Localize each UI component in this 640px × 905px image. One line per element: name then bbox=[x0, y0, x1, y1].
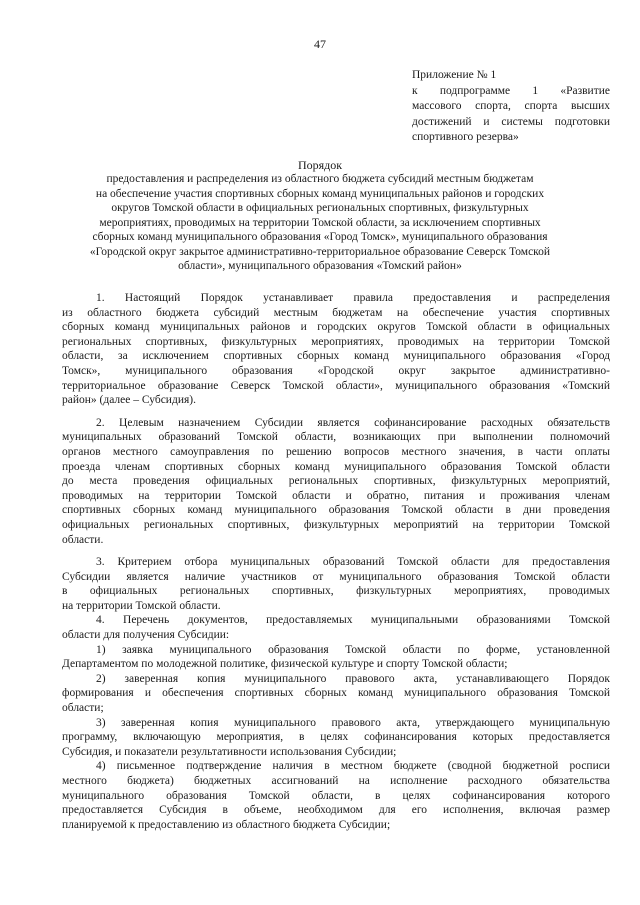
list-item-4 bbox=[62, 759, 610, 832]
text-line: местного бюджета) бюджетных ассигнований на исполнение расходного обязательства bbox=[62, 775, 610, 787]
text-line: 1) заявка муниципального образования Томской области по форме, установленной bbox=[96, 643, 610, 656]
text-line: органов местного самоуправления по решению вопросов местного значения, в части оплаты bbox=[62, 445, 610, 458]
text-line: 1. Настоящий Порядок устанавливает правила предоставления и распределения bbox=[96, 292, 610, 304]
paragraph-2 bbox=[62, 416, 610, 547]
subtitle-line: мероприятиях, проводимых на территории Томской области, за исключением спортивных bbox=[99, 216, 541, 229]
text-line: 3) заверенная копия муниципального правового акта, утверждающего муниципальную bbox=[96, 716, 610, 729]
text-line: области для получения Субсидии: bbox=[62, 629, 230, 642]
paragraph-3 bbox=[62, 555, 610, 613]
subtitle-line: «Городской округ закрытое административно-территориальное образование Северск Томской bbox=[89, 245, 551, 258]
subtitle-line: на обеспечение участия спортивных сборных команд муниципальных районов и городских bbox=[95, 187, 545, 200]
appendix-line: массового спорта, спорта высших bbox=[412, 100, 610, 113]
text-line: Департаментом по молодежной политике, физической культуре и спорту Томской области; bbox=[62, 658, 508, 671]
list-item-3 bbox=[62, 716, 610, 760]
list-item-2 bbox=[62, 672, 610, 716]
text-line: области; bbox=[62, 702, 104, 715]
text-line: территориальное образование Северск Томской области», муниципального образования «Томский bbox=[62, 379, 610, 392]
text-line: официальных региональных спортивных, физкультурных мероприятий на территории Томской bbox=[62, 518, 610, 531]
document-body bbox=[62, 291, 610, 832]
appendix-line: к подпрограмме 1 «Развитие bbox=[412, 84, 610, 97]
text-line: области, за исключением спортивных сборных команд муниципального образования «Город bbox=[62, 350, 610, 363]
text-line: 2. Целевым назначением Субсидии является софинансирование расходных обязательств bbox=[96, 416, 610, 429]
text-line: 3. Критерием отбора муниципальных образований Томской области для предоставления bbox=[96, 556, 610, 569]
text-line: планируемой к предоставлению из областного бюджета Субсидии; bbox=[62, 818, 391, 831]
text-line: проводимых на территории Томской области и обратно, питания и проживания членам bbox=[62, 489, 610, 502]
subtitle-line: предоставления и распределения из областного бюджета субсидий местным бюджетам bbox=[106, 173, 534, 185]
appendix-block bbox=[412, 68, 610, 146]
text-line: район» (далее – Субсидия). bbox=[62, 394, 196, 407]
text-line: 2) заверенная копия муниципального правового акта, устанавливающего Порядок bbox=[96, 672, 610, 685]
text-line: до места проведения официальных региональных спортивных, физкультурных мероприятий, bbox=[62, 475, 610, 488]
text-line: 4. Перечень документов, предоставляемых муниципальными образованиями Томской bbox=[96, 614, 610, 627]
page-number: 47 bbox=[314, 37, 326, 51]
list-item-1 bbox=[62, 643, 610, 672]
paragraph-4 bbox=[62, 613, 610, 642]
subtitle-line: округов Томской области в официальных региональных спортивных, физкультурных bbox=[111, 202, 529, 214]
text-line: на территории Томской области. bbox=[62, 599, 221, 612]
text-line: 4) письменное подтверждение наличия в местном бюджете (сводной бюджетной росписи bbox=[96, 760, 610, 773]
text-line: Субсидия, и показатели результативности использования Субсидии; bbox=[62, 745, 397, 758]
text-line: формирования и обеспечения спортивных сборных команд муниципального образования Томской bbox=[62, 687, 610, 700]
text-line: муниципального образования Томской области, в целях софинансирования которого bbox=[62, 789, 610, 802]
text-line: проезда членам спортивных сборных команд муниципального образования Томской области bbox=[62, 460, 610, 473]
text-line: муниципальных образований Томской области, возникающих при выполнении полномочий bbox=[62, 431, 610, 444]
text-line: региональных спортивных, физкультурных мероприятиях, проводимых на территории Томской bbox=[62, 335, 610, 348]
document-subtitle bbox=[68, 172, 572, 274]
subtitle-line: сборных команд муниципального образования «Город Томск», муниципального образования bbox=[92, 231, 548, 243]
document-title: Порядок bbox=[297, 158, 343, 172]
text-line: спортивных сборных команд муниципального образования Томской области в дни проведения bbox=[62, 504, 610, 517]
text-line: области. bbox=[62, 533, 104, 546]
appendix-line: достижений и системы подготовки bbox=[412, 115, 610, 128]
text-line: Томск», муниципального образования «Городской округ закрытое административно- bbox=[62, 364, 610, 377]
text-line: из областного бюджета субсидий местным бюджетам на обеспечение участия спортивных bbox=[62, 306, 610, 319]
subtitle-line: области», муниципального образования «Томский район» bbox=[178, 260, 462, 272]
text-line: программу, включающую мероприятия, в целях софинансирования которых предоставляется bbox=[62, 731, 610, 744]
text-line: сборных команд муниципальных районов и городских округов Томской области в официальных bbox=[62, 321, 610, 334]
paragraph-1 bbox=[62, 291, 610, 408]
appendix-line: Приложение № 1 bbox=[412, 69, 497, 81]
text-line: предоставляется Субсидия в объеме, необходимом для его исполнения, включая размер bbox=[62, 804, 610, 817]
text-line: Субсидии является наличие участников от муниципального образования Томской области bbox=[62, 570, 610, 583]
text-line: в официальных региональных спортивных, физкультурных мероприятиях, проводимых bbox=[62, 585, 610, 598]
appendix-line: спортивного резерва» bbox=[412, 131, 519, 144]
